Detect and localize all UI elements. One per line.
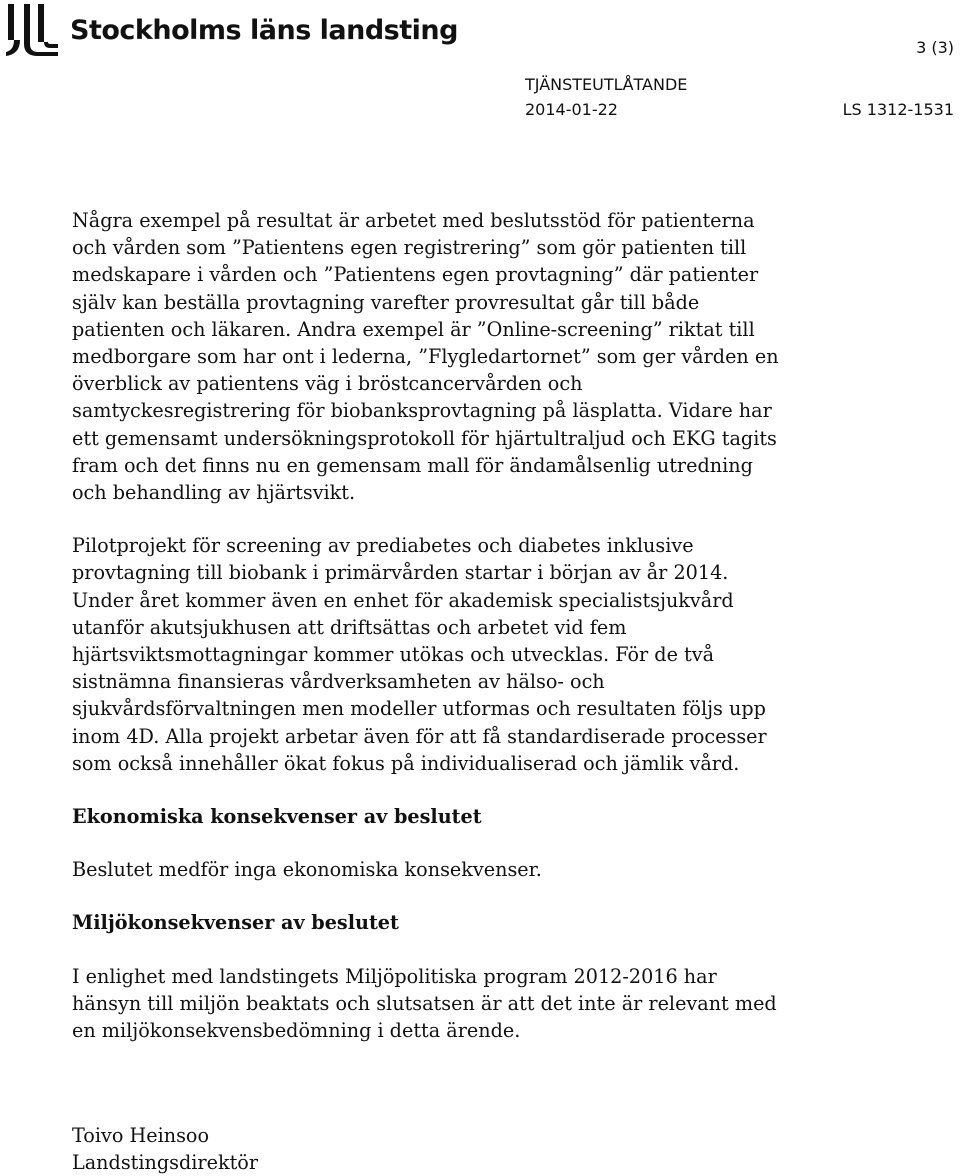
signature-block [72, 1122, 258, 1176]
sll-logo-icon [4, 4, 60, 56]
heading-environmental-consequences: Miljökonsekvenser av beslutet [72, 911, 399, 935]
body-paragraph-pilot: Pilotprojekt för screening av prediabetes och diabetes inklusive provtagning till biobank i primärvården startar i början av år 2014. Under året kommer även en enhet för akademisk specialistsjukvård utanför akutsjukhusen att driftsättas och arbetet vid fem hjärtsviktsmottagningar kommer utökas och utvecklas. För de två sistnämna finansieras vårdverksamheten av hälso- och sjukvårdsförvaltningen men modeller utformas och resultaten följs upp inom 4D. Alla projekt arbetar även för att få standardiserade processer som också innehåller ökat fokus på individualiserad och jämlik vård. [72, 534, 767, 775]
logo-text: Stockholms läns landsting [70, 14, 458, 46]
page-number: 3 (3) [916, 38, 954, 57]
heading-economic-consequences: Ekonomiska konsekvenser av beslutet [72, 805, 482, 829]
document-type: TJÄNSTEUTLÅTANDE [525, 75, 688, 94]
paragraph-environmental-consequences: I enlighet med landstingets Miljöpolitiska program 2012-2016 har hänsyn till miljön beaktats och slutsatsen är att det inte är relevant med en miljökonsekvensbedömning i detta ärende. [72, 964, 777, 1043]
signature-title: Landstingsdirektör [72, 1151, 259, 1175]
header-logo [4, 2, 458, 58]
body-paragraph-results: Några exempel på resultat är arbetet med beslutsstöd för patienterna och vården som ”Patientens egen registrering” som gör patienten till medskapare i vården och ”Patientens egen provtagning” där patienter själv kan beställa provtagning varefter provresultat går till både patienten och läkaren. Andra exempel är ”Online-screening” riktat till medborgare som har ont i lederna, ”Flygledartornet” som ger vården en överblick av patientens väg i bröstcancervården och samtyckesregistrering för biobanksprovtagning på läsplatta. Vidare har ett gemensamt undersökningsprotokoll för hjärtultraljud och EKG tagits fram och det finns nu en gemensam mall för ändamålsenlig utredning och behandling av hjärtsvikt. [72, 209, 779, 505]
signature-name: Toivo Heinsoo [72, 1124, 210, 1147]
document-body [72, 207, 792, 1044]
paragraph-economic-consequences: Beslutet medför inga ekonomiska konsekvenser. [72, 858, 542, 882]
document-date: 2014-01-22 [525, 100, 618, 119]
document-reference: LS 1312-1531 [842, 100, 954, 119]
